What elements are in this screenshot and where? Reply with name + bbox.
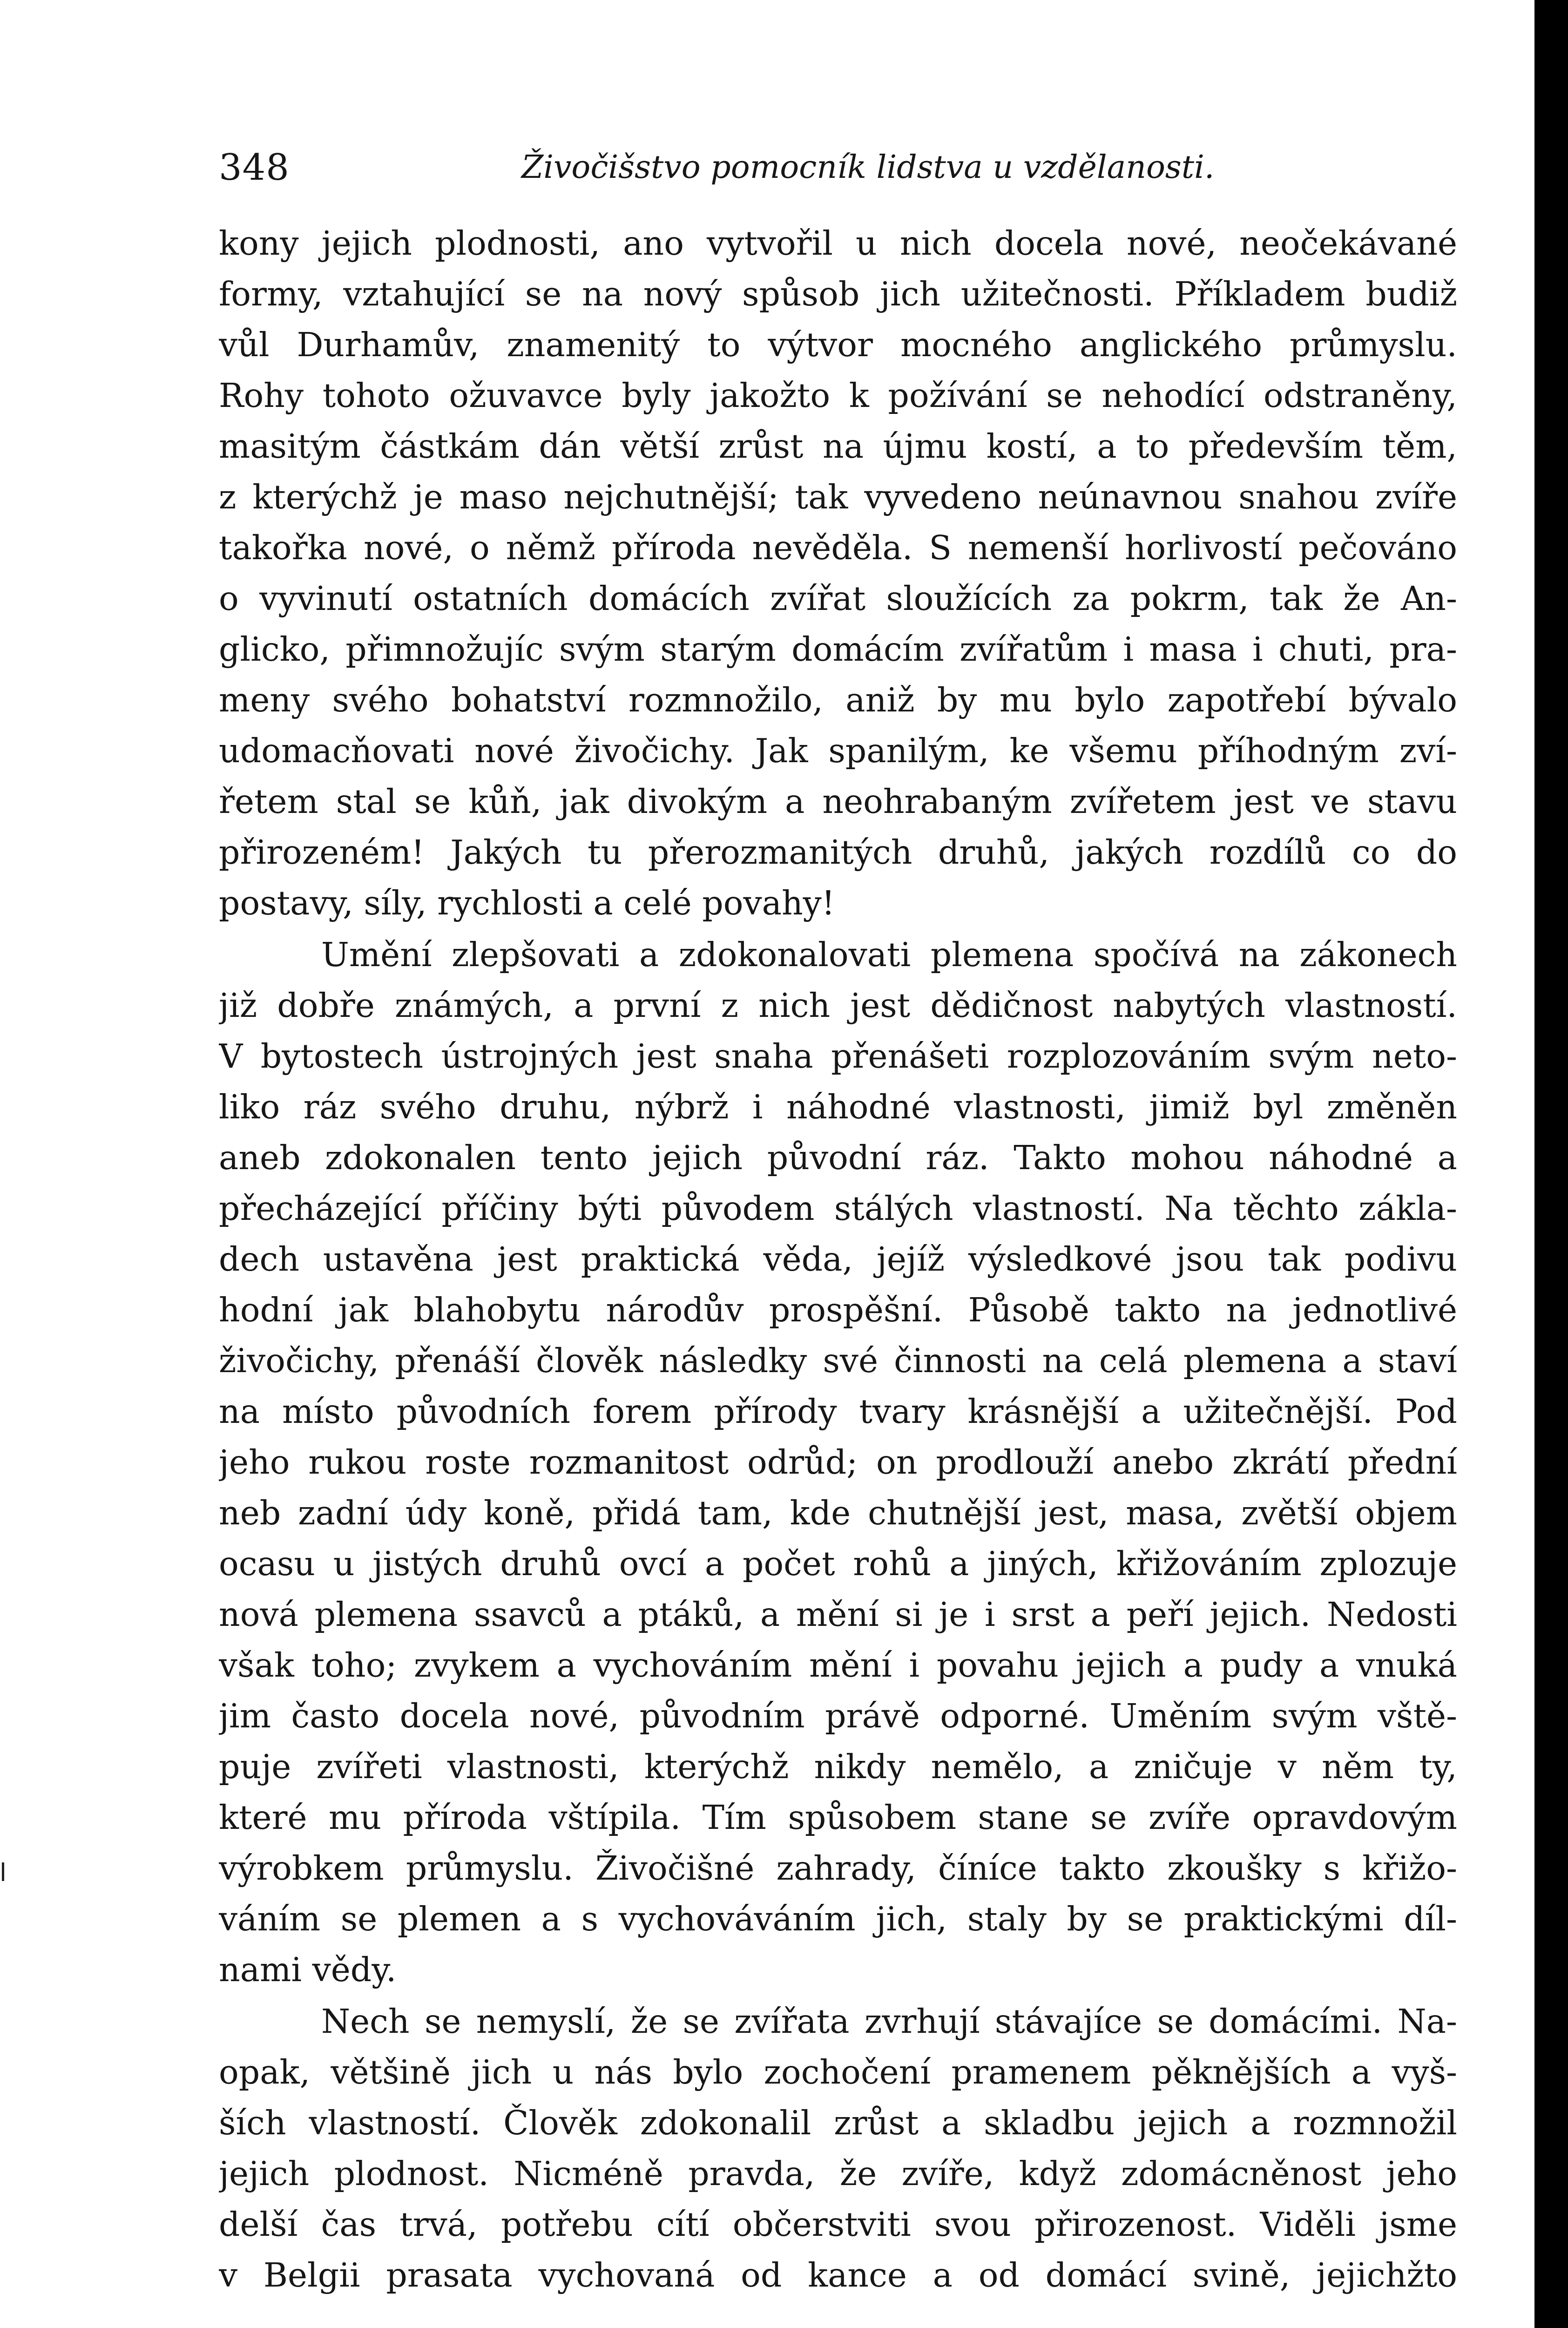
text-line: z kterýchž je maso nejchutnější; tak vyvedeno neúnavnou snahou zvíře	[219, 478, 1457, 516]
text-line: aneb zdokonalen tento jejich původní ráz. Takto mohou náhodné a	[219, 1138, 1457, 1177]
text-line: Rohy tohoto ožuvavce byly jakožto k požívání se nehodící odstraněny,	[219, 376, 1457, 415]
paragraph	[219, 218, 1457, 928]
text-line: opak, většině jich u nás bylo zochočení pramenem pěknějších a vyš-	[219, 2053, 1457, 2091]
text-line: hodní jak blahobytu národův prospěšní. Působě takto na jednotlivé	[219, 1291, 1457, 1329]
text-line: masitým částkám dán větší zrůst na újmu kostí, a to především těm,	[219, 427, 1457, 466]
text-line: řetem stal se kůň, jak divokým a neohrabaným zvířetem jest ve stavu	[219, 782, 1457, 821]
text-line: ších vlastností. Člověk zdokonalil zrůst a skladbu jejich a rozmnožil	[219, 2104, 1457, 2142]
text-line: na místo původních forem přírody tvary krásnější a užitečnější. Pod	[219, 1392, 1457, 1431]
text-line: puje zvířeti vlastnosti, kterýchž nikdy nemělo, a zničuje v něm ty,	[219, 1747, 1457, 1786]
text-line: takořka nové, o němž příroda nevěděla. S nemenší horlivostí pečováno	[219, 528, 1457, 567]
margin-mark	[2, 1862, 14, 1881]
text-line: Umění zlepšovati a zdokonalovati plemena spočívá na zákonech	[321, 935, 1457, 974]
text-line: přecházející příčiny býti původem stálých vlastností. Na těchto zákla-	[219, 1189, 1457, 1228]
text-line: nami vědy.	[219, 1950, 397, 1989]
text-line: V bytostech ústrojných jest snaha přenášeti rozplozováním svým neto-	[219, 1037, 1457, 1076]
text-line: Nech se nemyslí, že se zvířata zvrhují stávajíce se domácími. Na-	[321, 2002, 1457, 2041]
text-line: přirozeném! Jakých tu přerozmanitých druhů, jakých rozdílů co do	[219, 833, 1457, 872]
page-number: 348	[219, 147, 290, 189]
paragraph	[219, 929, 1457, 1995]
text-line: vůl Durhamův, znamenitý to výtvor mocného anglického průmyslu.	[219, 325, 1457, 364]
text-line: delší čas trvá, potřebu cítí občerstviti svou přirozenost. Viděli jsme	[219, 2205, 1457, 2244]
text-line: formy, vztahující se na nový spůsob jich užitečnosti. Příkladem budiž	[219, 275, 1457, 313]
text-line: o vyvinutí ostatních domácích zvířat sloužících za pokrm, tak že An-	[219, 579, 1457, 618]
text-line: jejich plodnost. Nicméně pravda, že zvíře, když zdomácněnost jeho	[219, 2154, 1457, 2193]
running-title: Živočišstvo pomocník lidstva u vzdělanosti.	[521, 149, 1215, 186]
scan-edge-border	[1534, 0, 1568, 2328]
text-line: nová plemena ssavců a ptáků, a mění si je i srst a peří jejich. Nedosti	[219, 1595, 1457, 1634]
text-line: neb zadní údy koně, přidá tam, kde chutnější jest, masa, zvětší objem	[219, 1494, 1457, 1532]
text-line: jim často docela nové, původním právě odporné. Uměním svým vště-	[219, 1697, 1457, 1735]
text-line: výrobkem průmyslu. Živočišné zahrady, číníce takto zkoušky s křižo-	[219, 1849, 1457, 1888]
text-line: dech ustavěna jest praktická věda, jejíž výsledkové jsou tak podivu	[219, 1240, 1457, 1279]
text-line: které mu příroda vštípila. Tím spůsobem stane se zvíře opravdovým	[219, 1798, 1457, 1837]
paragraph	[219, 1996, 1457, 2301]
text-line: již dobře známých, a první z nich jest dědičnost nabytých vlastností.	[219, 986, 1457, 1025]
text-line: liko ráz svého druhu, nýbrž i náhodné vlastnosti, jimiž byl změněn	[219, 1088, 1457, 1126]
page-header	[219, 140, 1457, 196]
text-line: jeho rukou roste rozmanitost odrůd; on prodlouží anebo zkrátí přední	[219, 1443, 1457, 1482]
text-line: postavy, síly, rychlosti a celé povahy!	[219, 884, 835, 922]
text-line: v Belgii prasata vychovaná od kance a od domácí svině, jejichžto	[219, 2256, 1457, 2294]
text-line: však toho; zvykem a vychováním mění i povahu jejich a pudy a vnuká	[219, 1646, 1457, 1685]
text-line: meny svého bohatství rozmnožilo, aniž by mu bylo zapotřebí bývalo	[219, 681, 1457, 719]
text-line: živočichy, přenáší člověk následky své činnosti na celá plemena a staví	[219, 1341, 1457, 1380]
text-line: kony jejich plodnosti, ano vytvořil u nich docela nové, neočekávané	[219, 224, 1457, 263]
text-line: ocasu u jistých druhů ovcí a počet rohů a jiných, křižováním zplozuje	[219, 1544, 1457, 1583]
text-line: glicko, přimnožujíc svým starým domácím zvířatům i masa i chuti, pra-	[219, 630, 1457, 669]
body-text	[219, 218, 1457, 2328]
text-line: udomacňovati nové živočichy. Jak spanilým, ke všemu příhodným zví-	[219, 731, 1457, 770]
text-line: váním se plemen a s vychováváním jich, staly by se praktickými díl-	[219, 1900, 1457, 1938]
